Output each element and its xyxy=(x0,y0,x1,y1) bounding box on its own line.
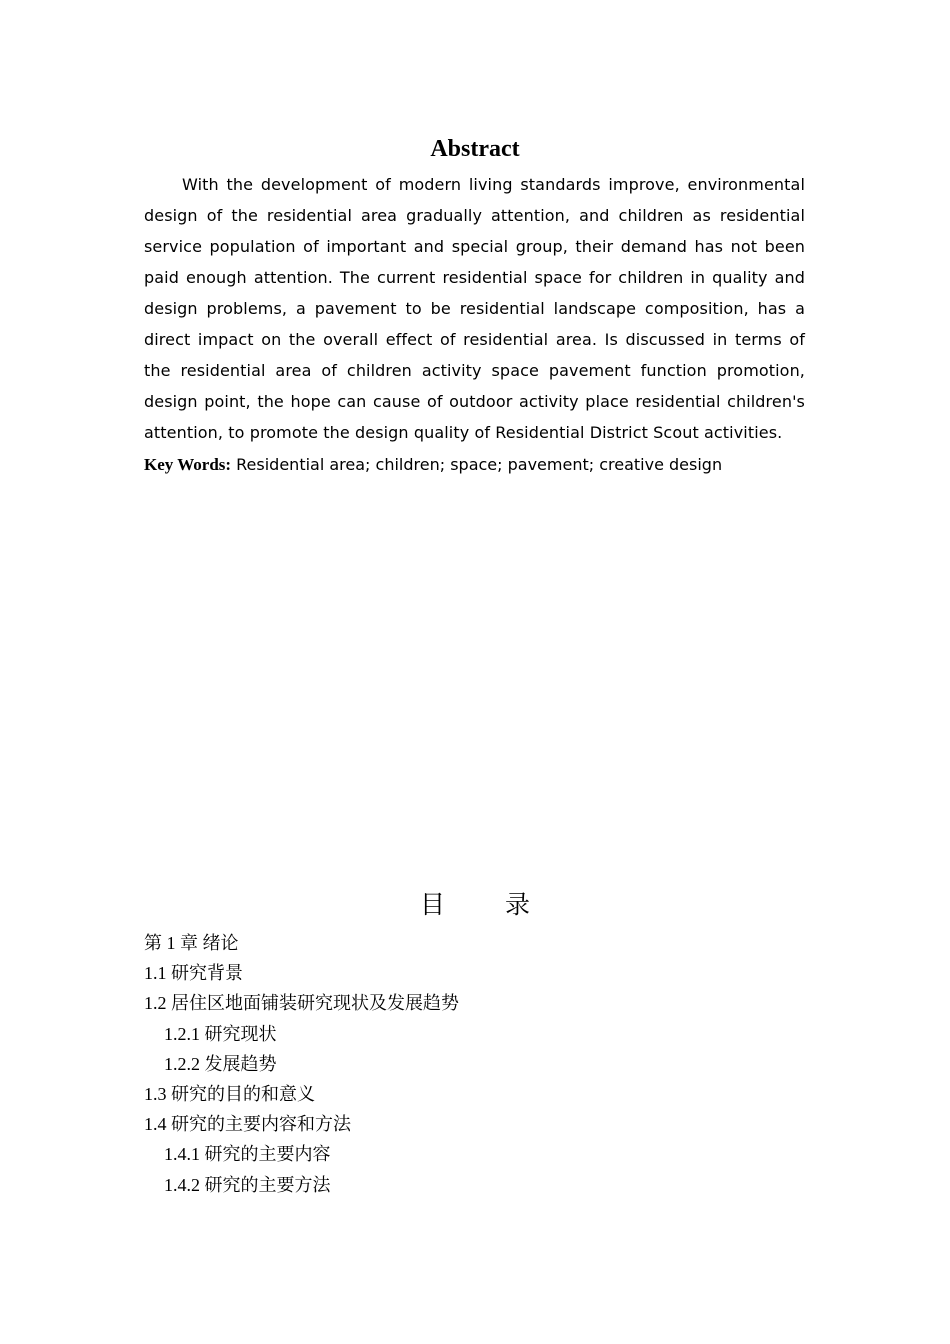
toc-entry[interactable]: 1.4.1 研究的主要内容 xyxy=(164,1144,331,1165)
toc-entry[interactable]: 1.2.2 发展趋势 xyxy=(164,1053,277,1074)
toc-heading xyxy=(0,888,950,922)
toc-entry[interactable]: 1.1 研究背景 xyxy=(144,963,243,984)
abstract-paragraph: With the development of modern living standards improve, environmental design of the residential area gradually attention, and children as residential service population of important and special group, their demand has not been paid enough attention. The current residential space for children in quality and design problems, a pavement to be residential landscape composition, has a direct impact on the overall effect of residential area. Is discussed in terms of the residential area of children activity space pavement function promotion, design point, the hope can cause of outdoor activity place residential children's attention, to promote the design quality of Residential District Scout activities. xyxy=(144,175,805,442)
abstract-heading: Abstract xyxy=(430,136,520,162)
toc-entry[interactable]: 1.4 研究的主要内容和方法 xyxy=(144,1114,351,1135)
toc-entry[interactable]: 1.3 研究的目的和意义 xyxy=(144,1083,315,1104)
toc-entry[interactable]: 1.4.2 研究的主要方法 xyxy=(164,1174,331,1195)
toc-heading-char-2: 录 xyxy=(505,890,531,919)
toc-entry[interactable]: 1.2 居住区地面铺装研究现状及发展趋势 xyxy=(144,993,459,1014)
keywords-text: Residential area; children; space; pavement; creative design xyxy=(236,455,723,474)
toc-list xyxy=(144,928,805,1200)
keywords-label: Key Words: xyxy=(144,455,232,474)
toc-entry[interactable]: 1.2.1 研究现状 xyxy=(164,1023,277,1044)
keywords-line xyxy=(144,449,805,480)
toc-heading-char-1: 目 xyxy=(419,890,445,919)
toc-entry[interactable]: 第 1 章 绪论 xyxy=(144,933,239,953)
